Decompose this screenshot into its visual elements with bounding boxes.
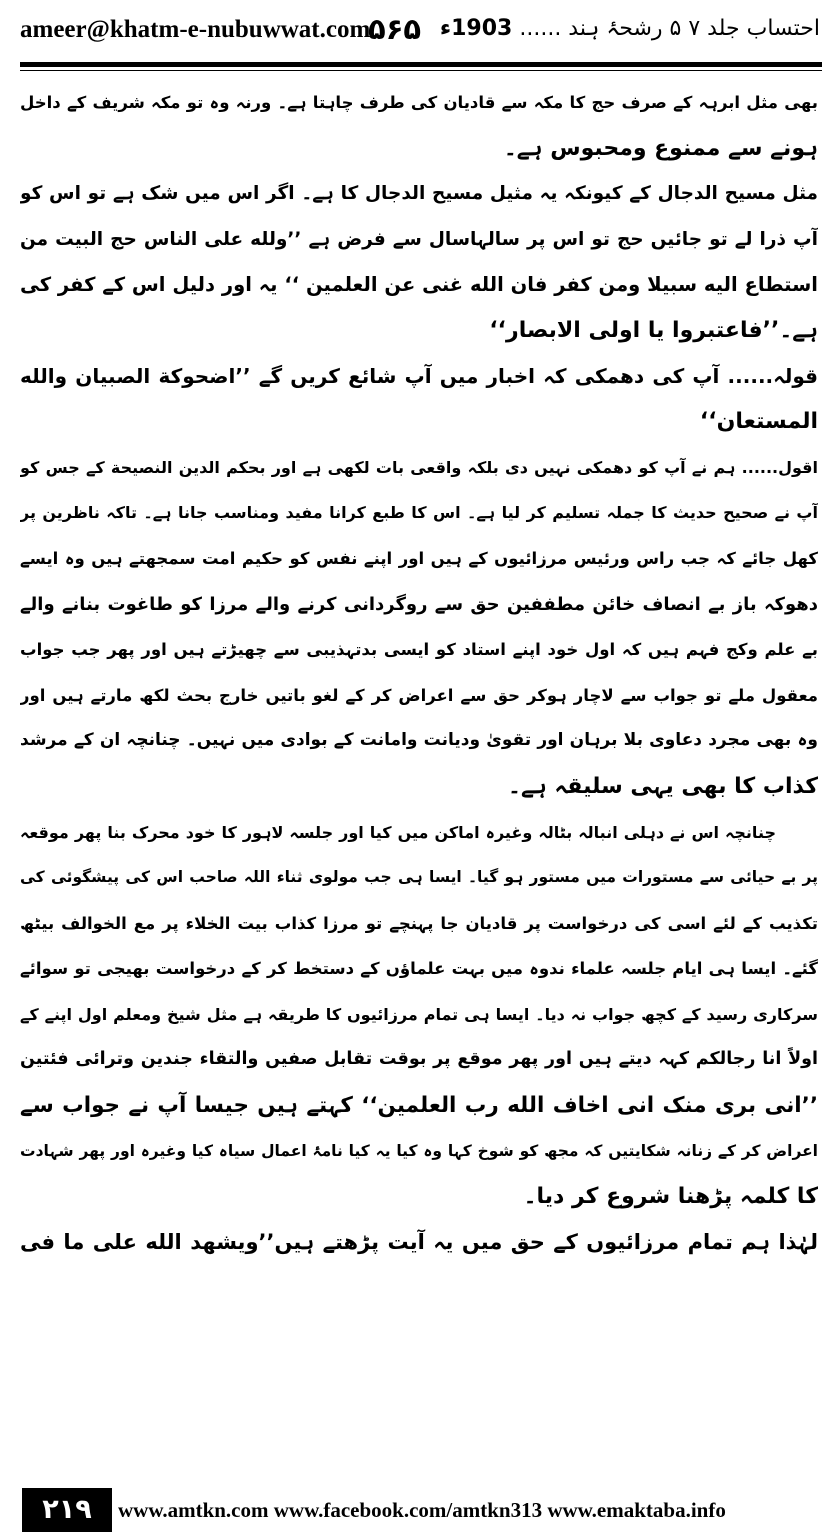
body-line: اقول...... ہم نے آپ کو دھمکی نہیں دی بلکہ واقعی بات لکھی ہے اور بحکم الدین النصیحة کے جس کو <box>20 457 818 477</box>
body-line: آپ ذرا لے تو جائیں حج تو اس پر سالہاسال سے فرض ہے ’’ولله علی الناس حج البیت من <box>20 228 818 250</box>
header-title-text: احتساب جلد ۷ ۵ رشحۂ ہند ...... <box>519 16 820 41</box>
body-line: دھوکہ باز بے انصاف خائن مطففین حق سے روگردانی کرنے والے مرزا کو طاغوت بنانے والے <box>20 593 818 615</box>
body-line: اولاً انا رجالکم کہہ دیتے ہیں اور پھر موقع پر بوقت تقابل صفیں والتقاء جندین وترائی فئتین <box>20 1049 818 1070</box>
body-line: کھل جائے کہ جب راس ورئیس مرزائیوں کے ہیں اور اپنے نفس کو حکیم امت سمجھتے ہیں وہ ایسے <box>20 548 818 568</box>
body-line: استطاع الیه سبیلا ومن کفر فان الله غنی عن العلمین ‘‘ یہ اور دلیل اس کے کفر کی <box>20 273 818 297</box>
footer-page-number: ۲۱۹ <box>22 1488 112 1532</box>
body-line: آپ نے صحیح حدیث کا جملہ تسلیم کر لیا ہے۔ اس کا طبع کرانا مفید ومناسب جانا ہے۔ تاکہ ناظرین پر <box>20 503 818 523</box>
page-header <box>0 0 840 62</box>
body-line: بے علم وکج فہم ہیں کہ اول خود اپنے استاد کو ایسی بدتہذیبی سے چھیڑتے ہیں اور پھر جب جواب <box>20 640 818 660</box>
page-footer <box>0 1488 840 1540</box>
body-line: پر بے حیائی سے مستورات میں مستور ہو گیا۔ ایسا ہی جب مولوی ثناء اللہ صاحب اس کی پیشگوئی کی <box>20 868 818 887</box>
footer-links: www.amtkn.com www.facebook.com/amtkn313 www.emaktaba.info <box>118 1498 726 1522</box>
body-line: تکذیب کے لئے اسی کی درخواست پر قادیان جا پہنچے تو مرزا کذاب بیت الخلاء پر مع الخوالف بیٹھ <box>20 913 818 933</box>
body-line: گئے۔ ایسا ہی ایام جلسہ علماء ندوہ میں بہت علماؤں کے دستخط کر کے درخواست بھیجی تو سوائے <box>20 959 818 979</box>
body-line: ہے۔’’فاعتبروا یا اولی الابصار‘‘ <box>489 317 818 343</box>
body-line: کا کلمہ پڑھنا شروع کر دیا۔ <box>523 1184 818 1210</box>
header-rule-thick <box>20 62 822 67</box>
body-text <box>20 80 818 1265</box>
body-line: بھی مثل ابرہہ کے صرف حج کا مکہ سے قادیان کی طرف چاہتا ہے۔ ورنہ وہ تو مکہ شریف کے داخل <box>20 93 818 112</box>
body-line: وہ بھی مجرد دعاوی بلا برہان اور تقویٰ ودیانت وامانت کے بوادی میں نہیں۔ چنانچہ ان کے مرشد <box>20 730 818 751</box>
body-line: المستعان‘‘ <box>699 409 818 435</box>
body-line: ہونے سے ممنوع ومحبوس ہے۔ <box>503 135 818 161</box>
body-line: لہٰذا ہم تمام مرزائیوں کے حق میں یہ آیت پڑھتے ہیں’’ویشهد الله علی ما فی <box>20 1229 818 1254</box>
header-email: ameer@khatm-e-nubuwwat.com <box>20 16 371 43</box>
header-page-number: ۵۶۵ <box>368 12 422 46</box>
body-line: مثل مسیح الدجال کے کیونکہ یہ مثیل مسیح الدجال کا ہے۔ اگر اس میں شک ہے تو اس کو <box>20 183 818 205</box>
body-line: ’’انی بری منک انی اخاف الله رب العلمین‘‘ کہتے ہیں جیسا آپ نے جواب سے <box>20 1093 818 1119</box>
body-line: سرکاری رسید کے کچھ جواب نہ دیا۔ ایسا ہی تمام مرزائیوں کا طریقہ ہے مثل شیخ ومعلم اول اپنے کے <box>20 1004 818 1024</box>
header-rule-thin <box>20 70 822 71</box>
body-line: معقول ملے تو جواب سے لاچار ہوکر حق سے اعراض کر کے لغو باتیں خارج بحث لکھ مارتے ہیں اور <box>20 685 818 705</box>
body-line: اعراض کر کے زنانہ شکایتیں کہ مجھ کو شوخ کہا وہ کیا یہ کیا نامۂ اعمال سیاہ کیا وغیرہ اور پھر شہادت <box>20 1141 818 1160</box>
header-year: 1903ء <box>439 16 513 41</box>
body-line: قولہ...... آپ کی دھمکی کہ اخبار میں آپ شائع کریں گے ’’اضحوکة الصبیان والله <box>20 363 818 388</box>
body-line: کذاب کا بھی یہی سلیقہ ہے۔ <box>508 773 818 799</box>
header-book-title <box>440 16 820 41</box>
body-line: چنانچہ اس نے دہلی انبالہ بٹالہ وغیرہ اماکن میں کیا اور جلسہ لاہور کا خود محرک بنا پھر موقعہ <box>20 822 777 842</box>
